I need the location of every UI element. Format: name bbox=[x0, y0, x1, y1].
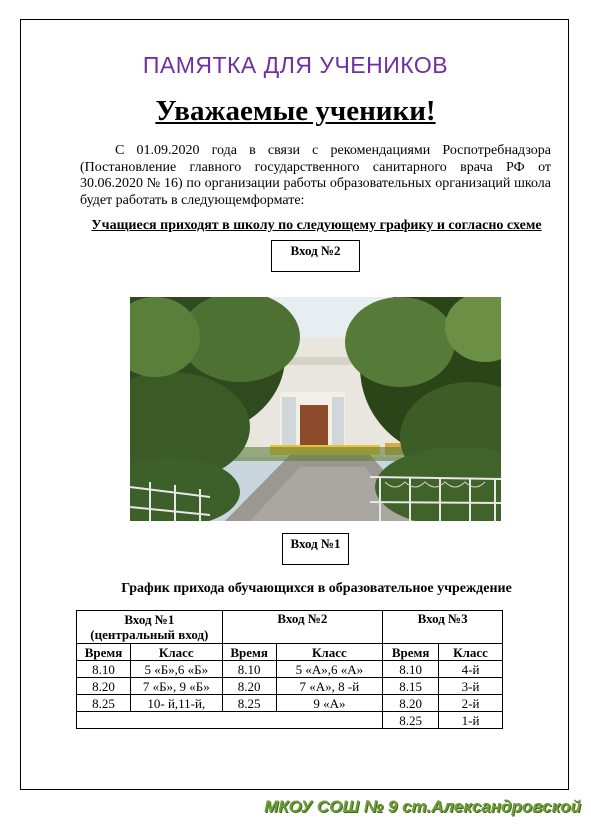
table-cell: 8.25 bbox=[222, 695, 276, 712]
table-cell: 9 «А» bbox=[276, 695, 383, 712]
group-header-entrance-2: Вход №2 bbox=[222, 611, 383, 644]
entrance-2-label: Вход №2 bbox=[271, 240, 360, 272]
schedule-table-title: График прихода обучающихся в образовательное учреждение bbox=[121, 581, 512, 596]
table-row bbox=[77, 712, 503, 729]
table-row bbox=[77, 678, 503, 695]
table-group-header-row bbox=[77, 611, 503, 644]
table-cell: 7 «Б», 9 «Б» bbox=[130, 678, 222, 695]
table-cell: 8.10 bbox=[77, 661, 131, 678]
table-row bbox=[77, 695, 503, 712]
table-cell: 5 «А»,6 «А» bbox=[276, 661, 383, 678]
column-header-time: Время bbox=[222, 644, 276, 661]
table-cell: 8.10 bbox=[222, 661, 276, 678]
column-header-time: Время bbox=[383, 644, 439, 661]
column-header-time: Время bbox=[77, 644, 131, 661]
table-cell: 8.15 bbox=[383, 678, 439, 695]
table-cell: 2-й bbox=[439, 695, 503, 712]
table-cell: 3-й bbox=[439, 678, 503, 695]
table-cell: 8.20 bbox=[77, 678, 131, 695]
table-cell: 8.25 bbox=[77, 695, 131, 712]
table-cell: 8.20 bbox=[222, 678, 276, 695]
school-footer: МКОУ СОШ № 9 ст.Александровской bbox=[264, 797, 581, 816]
table-cell: 5 «Б»,6 «Б» bbox=[130, 661, 222, 678]
table-cell: 1-й bbox=[439, 712, 503, 729]
table-cell: 4-й bbox=[439, 661, 503, 678]
greeting-heading: Уважаемые ученики! bbox=[155, 95, 436, 127]
table-cell: 8.25 bbox=[383, 712, 439, 729]
table-sub-header-row bbox=[77, 644, 503, 661]
memo-title: ПАМЯТКА ДЛЯ УЧЕНИКОВ bbox=[142, 52, 449, 78]
table-cell: 7 «А», 8 -й bbox=[276, 678, 383, 695]
column-header-class: Класс bbox=[276, 644, 383, 661]
column-header-class: Класс bbox=[130, 644, 222, 661]
group-header-entrance-3: Вход №3 bbox=[383, 611, 503, 644]
table-cell: 8.10 bbox=[383, 661, 439, 678]
table-cell: 8.20 bbox=[383, 695, 439, 712]
school-entrance-photo bbox=[130, 297, 501, 521]
column-header-class: Класс bbox=[439, 644, 503, 661]
table-cell: 10- й,11-й, bbox=[130, 695, 222, 712]
intro-paragraph: С 01.09.2020 года в связи с рекомендациями Роспотребнадзора (Постановление главного государственного санитарного врача РФ от 30.06.2020 № 16) по организации работы образовательных организаций школа будет работать в следующемформате: bbox=[80, 143, 551, 208]
entrance-1-label: Вход №1 bbox=[282, 533, 349, 565]
table-cell-empty bbox=[77, 712, 383, 729]
schedule-lead: Учащиеся приходят в школу по следующему графику и согласно схеме bbox=[91, 218, 542, 233]
group-header-entrance-1: Вход №1 (центральный вход) bbox=[77, 611, 223, 644]
arrival-schedule-table bbox=[76, 610, 503, 729]
table-row bbox=[77, 661, 503, 678]
